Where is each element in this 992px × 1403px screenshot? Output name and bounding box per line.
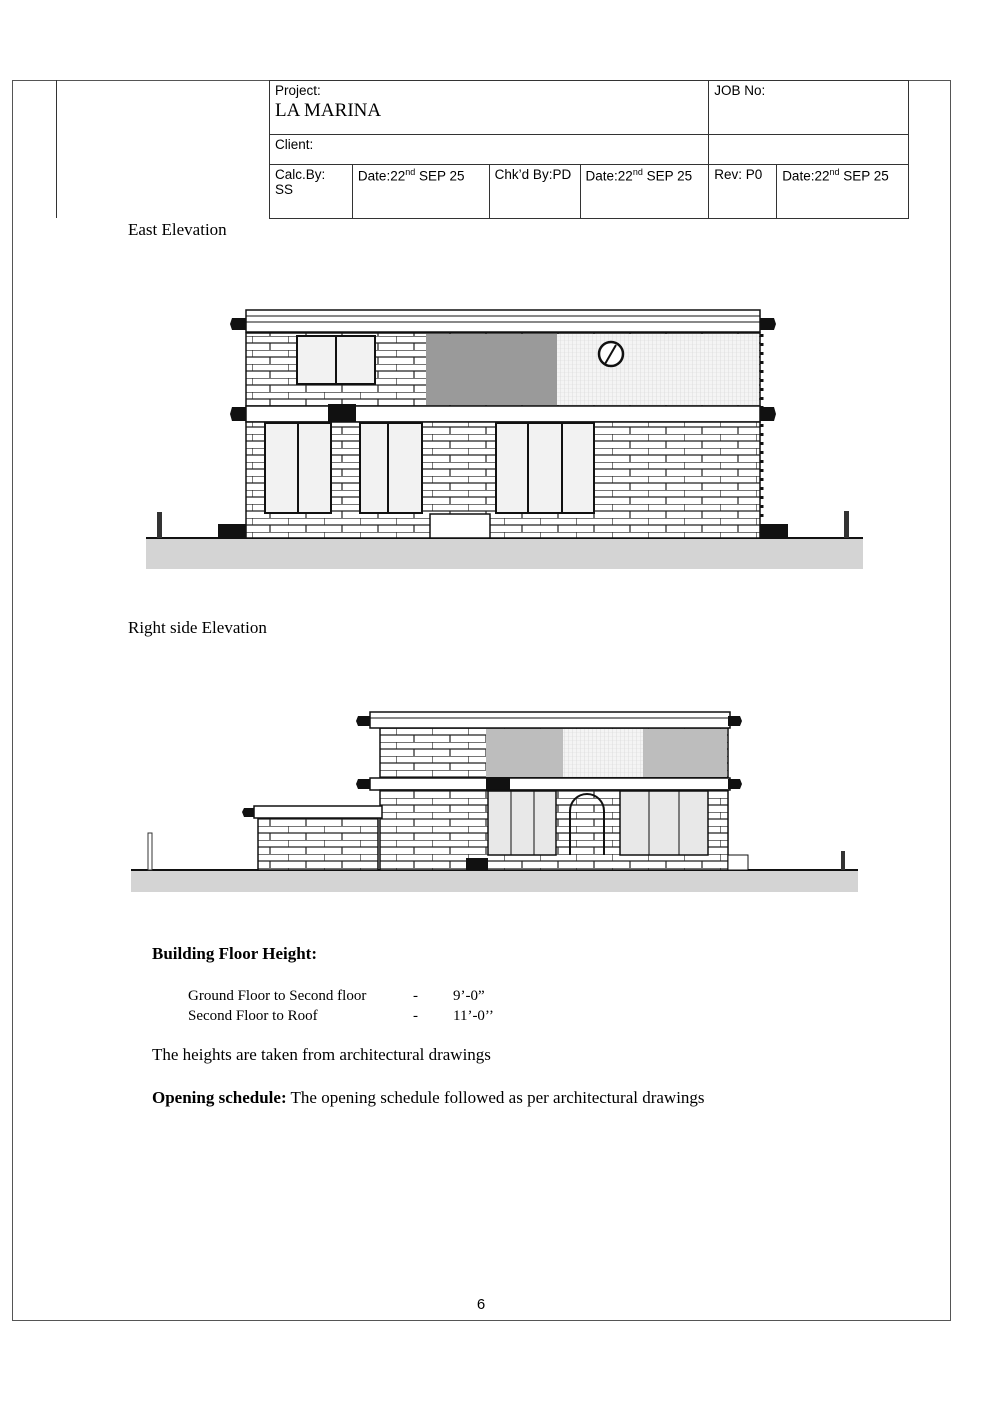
floor-height-title: Building Floor Height: xyxy=(152,944,317,963)
date-sup: nd xyxy=(829,167,840,177)
height-label: Ground Floor to Second floor xyxy=(188,988,367,1004)
chkd-by: Chk’d By:PD xyxy=(494,167,572,182)
list-item xyxy=(188,986,494,1006)
screen-panel xyxy=(563,729,643,777)
height-dash: - xyxy=(413,988,418,1004)
date-prefix: Date:22 xyxy=(357,168,406,184)
glass-door xyxy=(488,791,556,855)
east-elevation-caption: East Elevation xyxy=(128,220,227,239)
date-prefix: Date:22 xyxy=(782,168,830,184)
arched-window xyxy=(570,794,604,855)
height-value: 9’-0” xyxy=(453,988,485,1004)
height-value: 11’-0’’ xyxy=(453,1008,494,1024)
job-label: JOB No: xyxy=(714,83,766,98)
rev: Rev: P0 xyxy=(714,167,763,182)
client-label: Client: xyxy=(275,137,314,152)
opening-schedule-note xyxy=(152,1088,705,1108)
date-suffix: SEP 25 xyxy=(415,168,465,184)
date-prefix: Date:22 xyxy=(585,168,633,184)
bollard xyxy=(148,833,152,870)
date-sup: nd xyxy=(405,167,416,177)
page-number: 6 xyxy=(476,1296,486,1313)
height-label: Second Floor to Roof xyxy=(188,1008,318,1024)
date-suffix: SEP 25 xyxy=(642,168,693,184)
project-name: LA MARINA xyxy=(275,100,382,121)
heights-note: The heights are taken from architectural drawings xyxy=(152,1045,491,1064)
ground-strip xyxy=(131,871,858,892)
calc-by: Calc.By: SS xyxy=(275,167,326,197)
glass-door xyxy=(620,791,708,855)
right-elevation xyxy=(131,712,858,892)
annex xyxy=(258,818,378,870)
right-elevation-caption: Right side Elevation xyxy=(128,618,267,637)
date-sup: nd xyxy=(632,167,643,177)
bollard xyxy=(841,851,845,870)
opening-text: The opening schedule followed as per architectural drawings xyxy=(286,1088,705,1107)
opening-label: Opening schedule: xyxy=(152,1088,287,1107)
date-suffix: SEP 25 xyxy=(839,168,889,184)
list-item xyxy=(188,1006,494,1026)
floor-height-list xyxy=(188,986,494,1026)
height-dash: - xyxy=(413,1008,418,1024)
project-label: Project: xyxy=(275,83,321,98)
